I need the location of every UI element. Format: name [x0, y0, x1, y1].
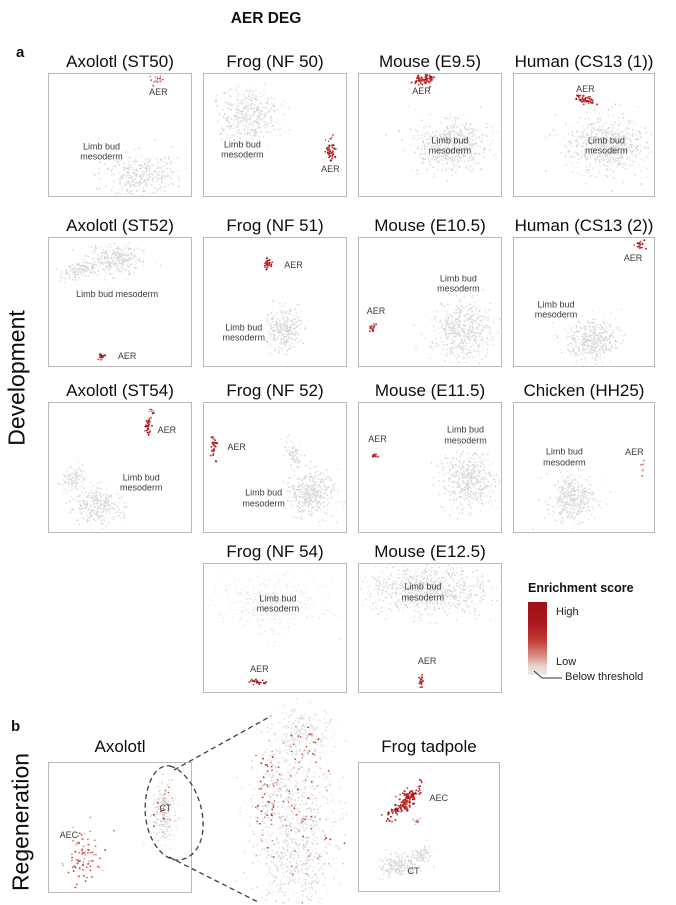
plot-title-axolotl-st54: Axolotl (ST54) — [66, 381, 174, 400]
umap-plot-frog-nf50 — [203, 73, 347, 197]
figure-title: AER DEG — [230, 10, 302, 27]
umap-plot-human-cs13-1 — [513, 73, 655, 197]
cluster-label-limb-bud-mesoderm: Limb bud mesoderm — [585, 135, 628, 156]
cluster-label-ct: CT — [159, 802, 172, 813]
plot-title-chicken-hh25: Chicken (HH25) — [523, 381, 645, 400]
cluster-label-limb-bud-mesoderm: Limb bud mesoderm — [534, 299, 578, 320]
scatter-canvas-frog-tadpole — [359, 763, 499, 891]
umap-plot-frog-nf51 — [203, 237, 347, 367]
cluster-label-limb-bud-mesoderm: Limb bud mesoderm — [222, 322, 265, 343]
panel-a-letter: a — [16, 44, 25, 61]
scatter-canvas-axolotl-st52 — [49, 238, 191, 366]
umap-plot-chicken-hh25 — [513, 402, 655, 533]
cluster-label-aer: AER — [576, 83, 595, 94]
plot-title-frog-nf54: Frog (NF 54) — [226, 542, 324, 561]
umap-plot-mouse-e125 — [358, 563, 502, 693]
plot-title-mouse-e95: Mouse (E9.5) — [378, 52, 482, 71]
legend-high-label: High — [556, 606, 579, 618]
cluster-label-aer: AER — [157, 424, 177, 435]
umap-plot-frog-nf52 — [203, 402, 347, 533]
legend-below-threshold-label: Below threshold — [565, 671, 644, 683]
umap-plot-human-cs13-2 — [513, 237, 655, 367]
scatter-canvas-axolotl-regen — [49, 763, 191, 892]
cluster-label-limb-bud-mesoderm: Limb bud mesoderm — [437, 273, 480, 295]
plot-title-axolotl-st52: Axolotl (ST52) — [66, 216, 174, 235]
plot-title-frog-nf51: Frog (NF 51) — [226, 216, 324, 235]
cluster-label-limb-bud-mesoderm: Limb bud mesoderm — [444, 424, 487, 446]
cluster-label-aer: AER — [250, 663, 269, 674]
cluster-label-limb-bud-mesoderm: Limb bud mesoderm — [221, 139, 264, 160]
umap-plot-frog-nf54 — [203, 563, 347, 693]
legend-title: Enrichment score — [528, 581, 634, 595]
umap-plot-mouse-e105 — [358, 237, 502, 367]
cluster-label-limb-bud-mesoderm: Limb bud mesoderm — [256, 593, 300, 614]
plot-title-frog-nf50: Frog (NF 50) — [226, 52, 324, 71]
scatter-canvas-frog-nf54 — [204, 564, 346, 692]
panel-b-letter: b — [11, 718, 21, 735]
plot-title-frog-nf52: Frog (NF 52) — [226, 381, 324, 400]
umap-plot-mouse-e95 — [358, 73, 502, 197]
cluster-label-aer: AER — [366, 305, 386, 316]
scatter-canvas-mouse-e115 — [359, 403, 501, 532]
plot-title-human-cs13-2: Human (CS13 (2)) — [514, 216, 654, 235]
cluster-label-aer: AER — [321, 163, 340, 174]
development-axis-label: Development — [3, 310, 30, 446]
magnified-ct-cluster — [235, 695, 365, 905]
plot-title-mouse-e115: Mouse (E11.5) — [374, 381, 486, 400]
plot-title-frog-tadpole: Frog tadpole — [381, 737, 477, 756]
scatter-canvas-mouse-e105 — [359, 238, 501, 366]
cluster-label-aer: AER — [625, 446, 644, 457]
cluster-label-aer: AER — [284, 259, 303, 270]
plot-title-axolotl-st50: Axolotl (ST50) — [66, 52, 174, 71]
cluster-label-ct: CT — [407, 865, 420, 876]
cluster-label-aer: AER — [623, 253, 643, 264]
umap-plot-axolotl-st50 — [48, 73, 192, 197]
plot-title-mouse-e105: Mouse (E10.5) — [374, 216, 486, 235]
plot-title-human-cs13-1: Human (CS13 (1)) — [514, 52, 654, 71]
umap-plot-axolotl-st54 — [48, 402, 192, 533]
umap-plot-mouse-e115 — [358, 402, 502, 533]
umap-plot-frog-tadpole — [358, 762, 500, 892]
cluster-label-limb-bud-mesoderm: Limb bud mesoderm — [543, 446, 586, 468]
cluster-label-limb-bud-mesoderm: Limb bud mesoderm — [120, 472, 163, 493]
cluster-label-limb-bud-mesoderm: Limb bud mesoderm — [76, 289, 159, 300]
cluster-label-limb-bud-mesoderm: Limb bud mesoderm — [242, 488, 285, 509]
scatter-canvas-axolotl-st50 — [49, 74, 191, 196]
enrichment-gradient-bar — [528, 602, 547, 675]
cluster-label-aer: AER — [412, 85, 431, 96]
cluster-label-aer: AER — [149, 87, 168, 98]
scatter-canvas-frog-nf51 — [204, 238, 346, 366]
cluster-label-aec: AEC — [429, 792, 449, 803]
cluster-label-aer: AER — [117, 350, 137, 361]
cluster-label-aer: AER — [368, 433, 387, 444]
scatter-canvas-frog-nf50 — [204, 74, 346, 196]
cluster-label-limb-bud-mesoderm: Limb bud mesoderm — [428, 135, 472, 156]
scatter-canvas-frog-nf52 — [204, 403, 346, 532]
cluster-label-limb-bud-mesoderm: Limb bud mesoderm — [401, 581, 445, 603]
umap-plot-axolotl-st52 — [48, 237, 192, 367]
cluster-label-aer: AER — [227, 441, 246, 452]
legend-low-label: Low — [556, 656, 577, 668]
scatter-canvas-axolotl-st54 — [49, 403, 191, 532]
cluster-label-limb-bud-mesoderm: Limb bud mesoderm — [80, 141, 123, 163]
plot-title-axolotl-regen: Axolotl — [94, 737, 146, 756]
plot-title-mouse-e125: Mouse (E12.5) — [374, 542, 486, 561]
cluster-label-aec: AEC — [59, 830, 79, 841]
regeneration-axis-label: Regeneration — [7, 752, 34, 892]
umap-plot-axolotl-regen — [48, 762, 192, 893]
cluster-label-aer: AER — [417, 656, 437, 667]
